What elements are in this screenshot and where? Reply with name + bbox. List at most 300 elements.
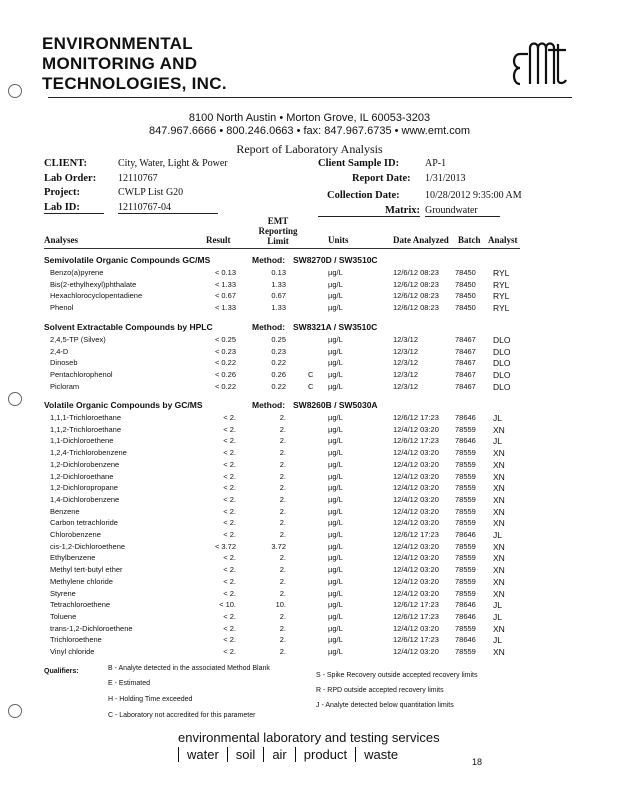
units: µg/L (328, 506, 343, 516)
col-analyst: Analyst (488, 235, 518, 245)
analyte-name: Benzo(a)pyrene (50, 268, 104, 277)
units: µg/L (328, 623, 343, 633)
analyst-initials: DLO (493, 335, 511, 345)
date-analyzed: 12/6/12 17:23 (393, 600, 439, 610)
analyte-name: 1,1-Dichloroethene (50, 436, 114, 446)
analyst-initials: XN (493, 494, 505, 505)
analyst-initials: DLO (493, 358, 511, 369)
result-value: < 2. (223, 647, 236, 656)
footer-item-water: water (178, 747, 227, 762)
batch-number: 78646 (455, 635, 476, 645)
batch-number: 78559 (455, 647, 476, 656)
table-row (0, 335, 619, 346)
date-analyzed: 12/6/12 17:23 (393, 635, 439, 645)
table-row (0, 448, 619, 459)
analyte-name: 1,1,2-Trichloroethane (50, 424, 122, 434)
result-value: < 2. (223, 565, 236, 575)
analyst-initials: XN (493, 424, 505, 435)
reporting-limit: 2. (279, 565, 286, 575)
analyst-initials: XN (493, 553, 505, 564)
column-header-rule (44, 248, 520, 249)
reporting-limit: 2. (279, 647, 286, 656)
reporting-limit: 0.26 (271, 370, 286, 380)
analyte-name: Methylene chloride (50, 576, 113, 586)
analyte-name: Styrene (50, 588, 76, 598)
table-row (0, 542, 619, 553)
reporting-limit: 2. (279, 413, 286, 422)
table-row (0, 589, 619, 600)
punch-hole-middle (8, 392, 22, 406)
units: µg/L (328, 346, 343, 356)
method-label: Method: (252, 400, 286, 410)
analyst-initials: XN (493, 565, 505, 576)
table-row (0, 472, 619, 483)
result-value: < 2. (223, 459, 236, 469)
client-label: CLIENT: (44, 158, 87, 169)
batch-number: 78559 (455, 471, 476, 481)
date-analyzed: 12/3/12 (393, 358, 419, 368)
col-reporting: Reporting (258, 226, 298, 236)
analyst-initials: XN (493, 506, 505, 517)
table-row (0, 577, 619, 588)
reporting-limit: 10. (275, 600, 286, 610)
analyte-name: 1,2,4-Trichlorobenzene (50, 448, 127, 458)
qualifier-c: C - Laboratory not accredited for this parameter (108, 712, 256, 719)
reporting-limit: 2. (279, 506, 286, 516)
result-value: < 0.22 (214, 381, 236, 391)
reporting-limit: 2. (279, 635, 286, 645)
table-row (0, 565, 619, 576)
units: µg/L (328, 647, 343, 656)
date-analyzed: 12/4/12 03:20 (393, 565, 439, 575)
analyst-initials: JL (493, 600, 502, 611)
analyst-initials: JL (493, 413, 502, 423)
batch-number: 78646 (455, 530, 476, 539)
date-analyzed: 12/6/12 08:23 (393, 279, 439, 289)
date-analyzed: 12/6/12 08:23 (393, 291, 439, 301)
qualifier-s: S - Spike Recovery outside accepted recovery limits (316, 672, 478, 679)
reporting-limit: 0.25 (271, 335, 286, 344)
lab-id-value: 12110767-04 (118, 202, 218, 214)
date-analyzed: 12/4/12 03:20 (393, 424, 439, 434)
date-analyzed: 12/6/12 17:23 (393, 530, 439, 539)
table-row (0, 518, 619, 529)
date-analyzed: 12/3/12 (393, 370, 419, 380)
table-row (0, 268, 619, 279)
units: µg/L (328, 279, 343, 289)
table-row (0, 612, 619, 623)
analyte-name: 1,1,1-Trichloroethane (50, 413, 122, 422)
report-date-value: 1/31/2013 (425, 173, 466, 184)
header-rule (48, 97, 572, 98)
units: µg/L (328, 303, 343, 313)
reporting-limit: 2. (279, 623, 286, 633)
analyte-name: Toluene (50, 611, 77, 621)
batch-number: 78467 (455, 370, 476, 380)
batch-number: 78450 (455, 303, 476, 313)
result-value: < 2. (223, 424, 236, 434)
table-row (0, 436, 619, 447)
analyte-name: Pentachlorophenol (50, 370, 113, 380)
analyst-initials: RYL (493, 268, 510, 278)
date-analyzed: 12/4/12 03:20 (393, 471, 439, 481)
analyst-initials: DLO (493, 346, 511, 357)
result-value: < 2. (223, 553, 236, 563)
units: µg/L (328, 530, 343, 539)
analyst-initials: XN (493, 541, 505, 552)
reporting-limit: 2. (279, 530, 286, 539)
units: µg/L (328, 576, 343, 586)
client-sample-label: Client Sample ID: (318, 158, 400, 169)
units: µg/L (328, 600, 343, 610)
result-value: < 2. (223, 483, 236, 493)
units: µg/L (328, 483, 343, 493)
date-analyzed: 12/4/12 03:20 (393, 588, 439, 598)
units: µg/L (328, 459, 343, 469)
analyst-initials: XN (493, 623, 505, 634)
units: µg/L (328, 635, 343, 645)
analyst-initials: JL (493, 611, 502, 622)
units: µg/L (328, 588, 343, 598)
units: µg/L (328, 471, 343, 481)
col-analyses: Analyses (44, 235, 79, 245)
matrix-label: Matrix: (318, 205, 420, 217)
analyst-initials: RYL (493, 303, 510, 314)
footer-item-waste: waste (355, 747, 406, 762)
reporting-limit: 0.22 (271, 381, 286, 391)
result-value: < 3.72 (214, 541, 236, 551)
batch-number: 78559 (455, 576, 476, 586)
analyte-name: Picloram (50, 381, 80, 391)
batch-number: 78559 (455, 553, 476, 563)
result-value: < 1.33 (214, 279, 236, 289)
units: µg/L (328, 424, 343, 434)
section-title: Semivolatile Organic Compounds GC/MS (44, 255, 211, 265)
result-value: < 2. (223, 588, 236, 598)
result-value: < 2. (223, 494, 236, 504)
date-analyzed: 12/6/12 08:23 (393, 303, 439, 313)
units: µg/L (328, 268, 343, 277)
reporting-limit: 0.13 (271, 268, 286, 277)
analyst-initials: DLO (493, 381, 511, 392)
analyte-name: 2,4-D (50, 346, 69, 356)
analyst-initials: RYL (493, 291, 510, 302)
batch-number: 78450 (455, 268, 476, 277)
date-analyzed: 12/3/12 (393, 335, 419, 344)
method-label: Method: (252, 255, 286, 265)
analyst-initials: XN (493, 647, 505, 657)
analyst-initials: XN (493, 518, 505, 529)
units: µg/L (328, 541, 343, 551)
result-value: < 0.25 (214, 335, 236, 344)
collection-date-value: 10/28/2012 9:35:00 AM (425, 190, 522, 201)
section-title: Solvent Extractable Compounds by HPLC (44, 322, 213, 332)
reporting-limit: 2. (279, 459, 286, 469)
col-emt: EMT (267, 216, 289, 226)
analyte-name: Benzene (50, 506, 80, 516)
table-row (0, 553, 619, 564)
footer-tagline: environmental laboratory and testing services (178, 730, 440, 745)
analyte-name: cis-1,2-Dichloroethene (50, 541, 126, 551)
analyte-name: Methyl tert-butyl ether (50, 565, 123, 575)
date-analyzed: 12/6/12 17:23 (393, 611, 439, 621)
batch-number: 78559 (455, 518, 476, 528)
batch-number: 78559 (455, 483, 476, 493)
analyte-name: Tetrachloroethene (50, 600, 111, 610)
qualifier-j: J - Analyte detected below quantitation limits (316, 702, 454, 709)
date-analyzed: 12/4/12 03:20 (393, 576, 439, 586)
date-analyzed: 12/6/12 17:23 (393, 436, 439, 446)
table-row (0, 291, 619, 302)
batch-number: 78559 (455, 623, 476, 633)
analyte-name: 1,4-Dichlorobenzene (50, 494, 120, 504)
company-name-line1: ENVIRONMENTAL (42, 34, 193, 53)
date-analyzed: 12/3/12 (393, 346, 419, 356)
date-analyzed: 12/4/12 03:20 (393, 518, 439, 528)
analyte-name: 1,2-Dichloropropane (50, 483, 118, 493)
date-analyzed: 12/4/12 03:20 (393, 506, 439, 516)
date-analyzed: 12/4/12 03:20 (393, 553, 439, 563)
table-row (0, 507, 619, 518)
analyte-name: 2,4,5-TP (Silvex) (50, 335, 106, 344)
result-value: < 2. (223, 635, 236, 645)
units: µg/L (328, 494, 343, 504)
table-row (0, 624, 619, 635)
punch-hole-top (8, 84, 22, 98)
method-value: SW8260B / SW5030A (293, 400, 378, 410)
reporting-limit: 2. (279, 588, 286, 598)
units: µg/L (328, 381, 343, 391)
reporting-limit: 2. (279, 611, 286, 621)
units: µg/L (328, 436, 343, 446)
result-value: < 0.23 (214, 346, 236, 356)
analyte-name: Trichloroethene (50, 635, 102, 645)
analyte-name: Vinyl chloride (50, 647, 95, 656)
date-analyzed: 12/4/12 03:20 (393, 459, 439, 469)
company-name-line3: TECHNOLOGIES, INC. (42, 74, 227, 93)
units: µg/L (328, 291, 343, 301)
reporting-limit: 2. (279, 424, 286, 434)
reporting-limit: 0.22 (271, 358, 286, 368)
analyst-initials: XN (493, 471, 505, 482)
result-value: < 2. (223, 611, 236, 621)
batch-number: 78559 (455, 541, 476, 551)
analyte-name: Ethylbenzene (50, 553, 96, 563)
analyte-name: 1,2-Dichlorobenzene (50, 459, 120, 469)
client-value: City, Water, Light & Power (118, 158, 228, 169)
company-address: 8100 North Austin • Morton Grove, IL 60053-3203 (188, 112, 431, 124)
analyte-name: trans-1,2-Dichloroethene (50, 623, 133, 633)
result-value: < 0.67 (214, 291, 236, 301)
table-row (0, 530, 619, 541)
result-value: < 2. (223, 576, 236, 586)
table-row (0, 635, 619, 646)
batch-number: 78450 (455, 291, 476, 301)
units: µg/L (328, 358, 343, 368)
qualifier-e: E - Estimated (108, 680, 151, 687)
qualifiers-label: Qualifiers: (44, 668, 79, 675)
analyst-initials: XN (493, 576, 505, 587)
analyst-initials: JL (493, 530, 502, 540)
batch-number: 78467 (455, 335, 476, 344)
date-analyzed: 12/6/12 08:23 (393, 268, 439, 277)
punch-hole-bottom (8, 704, 22, 718)
lab-id-label: Lab ID: (44, 202, 104, 214)
reporting-limit: 1.33 (271, 279, 286, 289)
batch-number: 78646 (455, 436, 476, 446)
table-row (0, 483, 619, 494)
company-name (42, 34, 227, 94)
qualifier-r: R - RPD outside accepted recovery limits (316, 687, 444, 694)
client-sample-value: AP-1 (425, 158, 447, 169)
batch-number: 78467 (455, 381, 476, 391)
result-value: < 2. (223, 471, 236, 481)
analyte-name: Phenol (50, 303, 74, 313)
batch-number: 78559 (455, 494, 476, 504)
batch-number: 78450 (455, 279, 476, 289)
table-row (0, 460, 619, 471)
batch-number: 78559 (455, 506, 476, 516)
result-value: < 2. (223, 413, 236, 422)
analyst-initials: RYL (493, 279, 510, 290)
analyst-initials: XN (493, 459, 505, 470)
reporting-limit: 2. (279, 436, 286, 446)
analyst-initials: XN (493, 448, 505, 459)
date-analyzed: 12/6/12 17:23 (393, 413, 439, 422)
date-analyzed: 12/4/12 03:20 (393, 623, 439, 633)
batch-number: 78559 (455, 459, 476, 469)
result-value: < 2. (223, 623, 236, 633)
reporting-limit: 2. (279, 553, 286, 563)
lab-order-value: 12110767 (118, 173, 158, 184)
reporting-limit: 2. (279, 471, 286, 481)
units: µg/L (328, 518, 343, 528)
qualifier-h: H - Holding Time exceeded (108, 696, 193, 703)
method-value: SW8270D / SW3510C (293, 255, 378, 265)
project-label: Project: (44, 187, 80, 198)
col-batch: Batch (458, 235, 481, 245)
table-row (0, 495, 619, 506)
date-analyzed: 12/4/12 03:20 (393, 448, 439, 458)
table-row (0, 413, 619, 424)
date-analyzed: 12/4/12 03:20 (393, 494, 439, 504)
units: µg/L (328, 565, 343, 575)
qualifier-code: C (308, 370, 314, 380)
reporting-limit: 2. (279, 518, 286, 528)
batch-number: 78467 (455, 358, 476, 368)
batch-number: 78467 (455, 346, 476, 356)
table-row (0, 347, 619, 358)
batch-number: 78559 (455, 565, 476, 575)
date-analyzed: 12/3/12 (393, 381, 419, 391)
date-analyzed: 12/4/12 03:20 (393, 541, 439, 551)
units: µg/L (328, 335, 343, 344)
col-units: Units (328, 235, 349, 245)
table-row (0, 647, 619, 658)
result-value: < 2. (223, 530, 236, 539)
result-value: < 0.13 (214, 268, 236, 277)
footer-item-product: product (295, 747, 355, 762)
units: µg/L (328, 448, 343, 458)
table-row (0, 303, 619, 314)
date-analyzed: 12/4/12 03:20 (393, 483, 439, 493)
batch-number: 78559 (455, 588, 476, 598)
analyte-name: Chlorobenzene (50, 530, 101, 539)
reporting-limit: 0.67 (271, 291, 286, 301)
analyst-initials: XN (493, 588, 505, 599)
result-value: < 2. (223, 448, 236, 458)
method-value: SW8321A / SW3510C (293, 322, 378, 332)
qualifier-b: B - Analyte detected in the associated Method Blank (108, 665, 270, 672)
table-row (0, 370, 619, 381)
result-value: < 2. (223, 518, 236, 528)
result-value: < 0.22 (214, 358, 236, 368)
analyte-name: Dinoseb (50, 358, 78, 368)
result-value: < 2. (223, 506, 236, 516)
emt-logo-icon (508, 38, 572, 90)
report-date-label: Report Date: (352, 173, 411, 184)
result-value: < 0.26 (214, 370, 236, 380)
method-label: Method: (252, 322, 286, 332)
col-reporting-limit (248, 216, 308, 246)
analyst-initials: JL (493, 436, 502, 447)
reporting-limit: 3.72 (271, 541, 286, 551)
col-date: Date Analyzed (393, 235, 449, 245)
matrix-value: Groundwater (425, 205, 500, 217)
batch-number: 78646 (455, 600, 476, 610)
reporting-limit: 2. (279, 494, 286, 504)
units: µg/L (328, 370, 343, 380)
company-name-line2: MONITORING AND (42, 54, 198, 73)
col-result: Result (206, 235, 231, 245)
reporting-limit: 2. (279, 448, 286, 458)
analyst-initials: DLO (493, 370, 511, 381)
units: µg/L (328, 553, 343, 563)
company-contact: 847.967.6666 • 800.246.0663 • fax: 847.967.6735 • www.emt.com (149, 125, 470, 137)
lab-order-label: Lab Order: (44, 173, 97, 184)
units: µg/L (328, 611, 343, 621)
footer-item-soil: soil (227, 747, 264, 762)
analyte-name: 1,2-Dichloroethane (50, 471, 114, 481)
page-number: 18 (472, 757, 483, 767)
project-value: CWLP List G20 (118, 187, 184, 198)
footer-item-air: air (263, 747, 294, 762)
section-title: Volatile Organic Compounds by GC/MS (44, 400, 203, 410)
result-value: < 1.33 (214, 303, 236, 313)
reporting-limit: 1.33 (271, 303, 286, 313)
units: µg/L (328, 413, 343, 422)
analyte-name: Hexachlorocyclopentadiene (50, 291, 143, 301)
table-row (0, 600, 619, 611)
table-row (0, 358, 619, 369)
reporting-limit: 2. (279, 576, 286, 586)
analyte-name: Carbon tetrachloride (50, 518, 118, 528)
report-title: Report of Laboratory Analysis (236, 142, 383, 156)
reporting-limit: 0.23 (271, 346, 286, 356)
batch-number: 78559 (455, 448, 476, 458)
col-limit: Limit (267, 236, 289, 246)
analyte-name: Bis(2-ethylhexyl)phthalate (50, 279, 137, 289)
table-row (0, 382, 619, 393)
qualifier-code: C (308, 381, 314, 391)
analyst-initials: JL (493, 635, 502, 646)
collection-date-label: Collection Date: (327, 190, 400, 201)
batch-number: 78559 (455, 424, 476, 434)
footer-services (178, 747, 406, 762)
result-value: < 2. (223, 436, 236, 446)
batch-number: 78646 (455, 611, 476, 621)
analyst-initials: XN (493, 483, 505, 494)
